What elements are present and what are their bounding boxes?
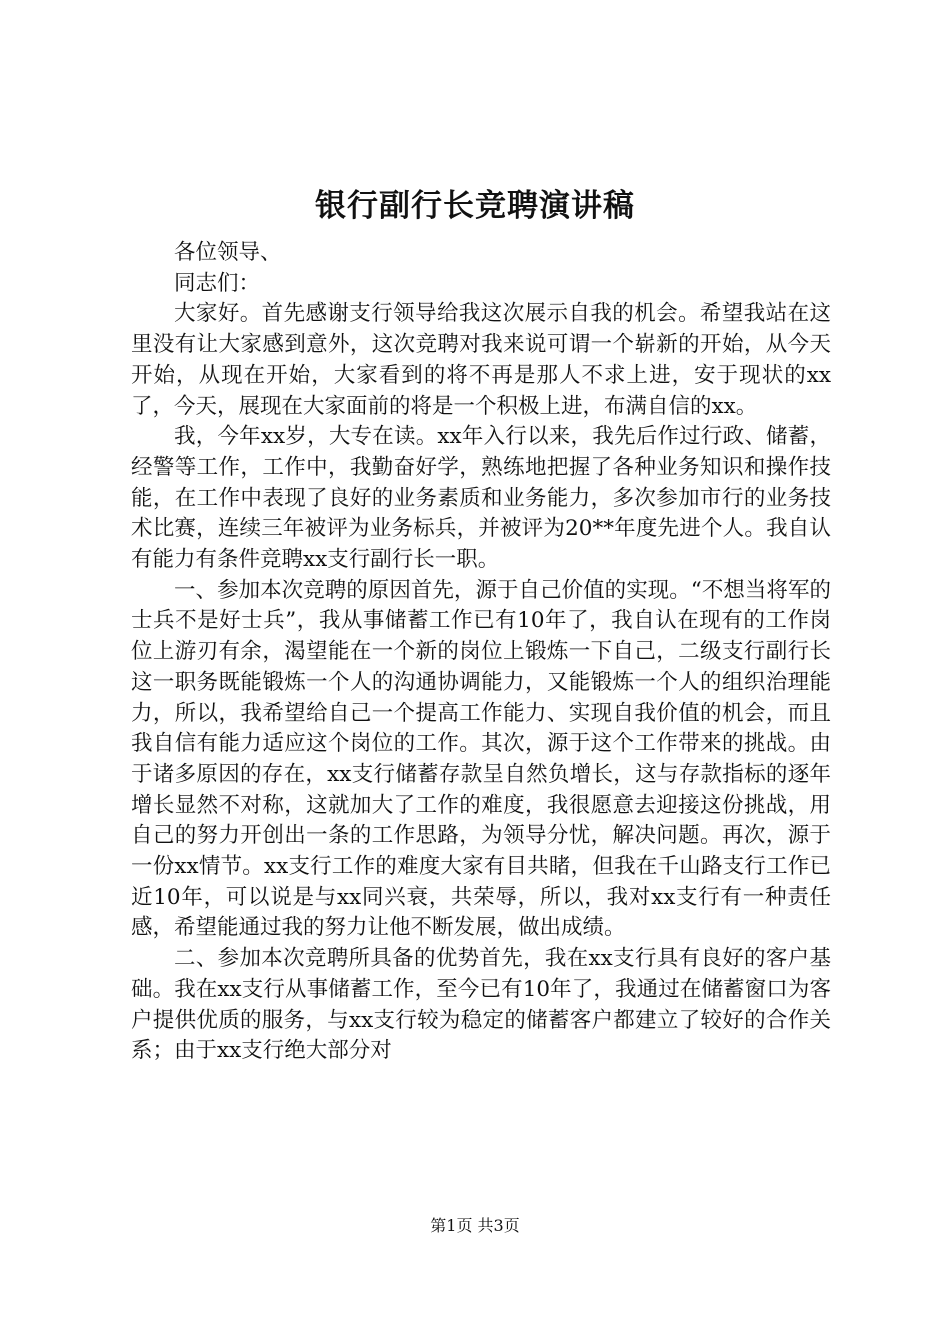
- paragraph-advantages: 二、参加本次竞聘所具备的优势首先，我在xx支行具有良好的客户基础。我在xx支行从事储蓄工作，至今已有10年了，我通过在储蓄窗口为客户提供优质的服务，与xx支行较为稳定的储蓄客户都建立了较好的合作关系；由于xx支行绝大部分对: [131, 946, 831, 1064]
- paragraph-greeting: 大家好。首先感谢支行领导给我这次展示自我的机会。希望我站在这里没有让大家感到意外，这次竞聘对我来说可谓一个崭新的开始，从今天开始，从现在开始，大家看到的将不再是那人不求上进，安于现状的xx了，今天，展现在大家面前的将是一个积极上进，布满自信的xx。: [131, 301, 831, 419]
- page-footer: 第1页 共3页: [430, 1216, 520, 1235]
- salutation-line-1: 各位领导、: [174, 240, 282, 265]
- salutation-line-2: 同志们：: [174, 270, 261, 296]
- paragraph-self-introduction: 我，今年xx岁，大专在读。xx年入行以来，我先后作过行政、储蓄，经警等工作，工作中，我勤奋好学，熟练地把握了各种业务知识和操作技能，在工作中表现了良好的业务素质和业务能力，多次参加市行的业务技术比赛，连续三年被评为业务标兵，并被评为20**年度先进个人。我自认有能力有条件竞聘xx支行副行长一职。: [131, 424, 831, 573]
- document-body: [131, 238, 831, 1067]
- paragraph-reasons: 一、参加本次竞聘的原因首先，源于自己价值的实现。“不想当将军的士兵不是好士兵”，我从事储蓄工作已有10年了，我自认在现有的工作岗位上游刃有余，渴望能在一个新的岗位上锻炼一下自己，二级支行副行长这一职务既能锻炼一个人的沟通协调能力，又能锻炼一个人的组织治理能力，所以，我希望给自己一个提高工作能力、实现自我价值的机会，而且我自信有能力适应这个岗位的工作。其次，源于这个工作带来的挑战。由于诸多原因的存在，xx支行储蓄存款呈自然负增长，这与存款指标的逐年增长显然不对称，这就加大了工作的难度，我很愿意去迎接这份挑战，用自己的努力开创出一条的工作思路，为领导分忧，解决问题。再次，源于一份xx情节。xx支行工作的难度大家有目共睹，但我在千山路支行工作已近10年，可以说是与xx同兴衰，共荣辱，所以，我对xx支行有一种责任感，希望能通过我的努力让他不断发展，做出成绩。: [131, 577, 831, 941]
- document-title: 银行副行长竞聘演讲稿: [315, 188, 635, 224]
